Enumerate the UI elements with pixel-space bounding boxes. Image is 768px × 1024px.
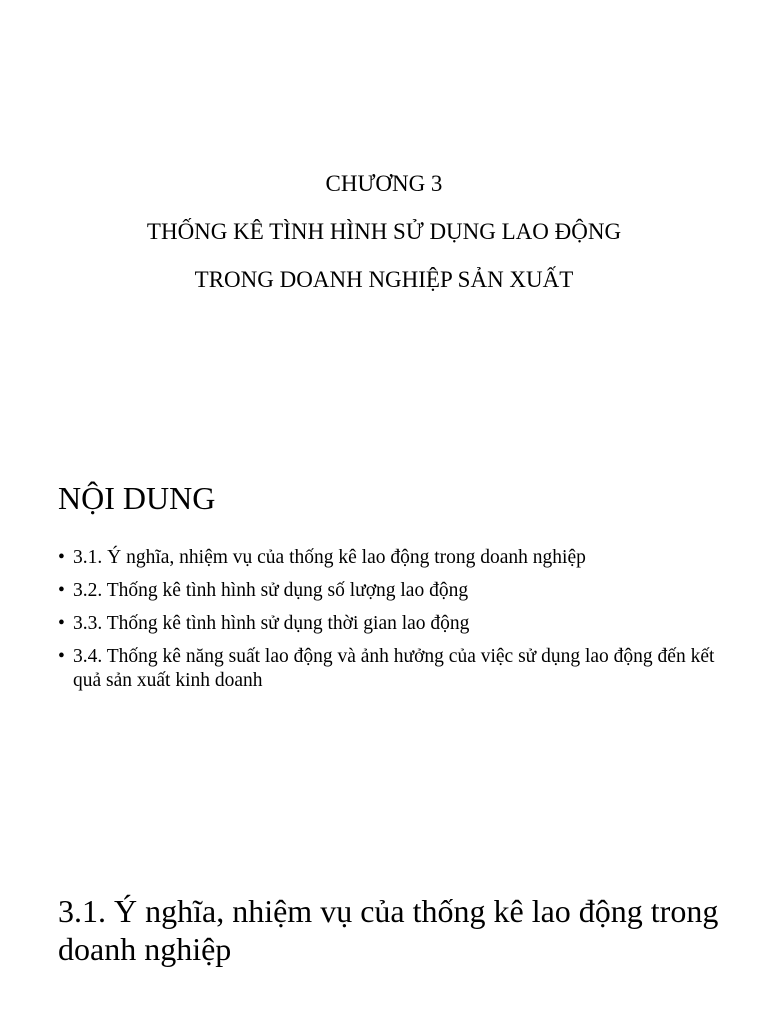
chapter-number: CHƯƠNG 3 bbox=[325, 171, 443, 196]
chapter-title-line-1: THỐNG KÊ TÌNH HÌNH SỬ DỤNG LAO ĐỘNG bbox=[146, 219, 622, 244]
bullet-icon: • bbox=[58, 613, 65, 634]
bullet-icon: • bbox=[58, 547, 65, 568]
contents-item-3-3 bbox=[58, 612, 718, 636]
contents-item-3-1 bbox=[58, 546, 718, 570]
contents-item-text: 3.1. Ý nghĩa, nhiệm vụ của thống kê lao động trong doanh nghiệp bbox=[73, 547, 586, 568]
contents-heading: NỘI DUNG bbox=[58, 480, 216, 516]
bullet-icon: • bbox=[58, 580, 65, 601]
contents-item-3-2 bbox=[58, 579, 718, 603]
chapter-title-slide bbox=[0, 160, 768, 304]
chapter-title-line-2: TRONG DOANH NGHIỆP SẢN XUẤT bbox=[194, 267, 574, 292]
bullet-icon: • bbox=[58, 646, 65, 667]
contents-item-text: 3.4. Thống kê năng suất lao động và ảnh hưởng của việc sử dụng lao động đến kết quả sản xuất kinh doanh bbox=[73, 646, 715, 691]
section-heading: 3.1. Ý nghĩa, nhiệm vụ của thống kê lao động trong doanh nghiệp bbox=[58, 893, 719, 967]
contents-list bbox=[58, 546, 718, 702]
contents-item-text: 3.2. Thống kê tình hình sử dụng số lượng lao động bbox=[73, 580, 469, 601]
contents-item-text: 3.3. Thống kê tình hình sử dụng thời gian lao động bbox=[73, 613, 470, 634]
contents-item-3-4 bbox=[58, 645, 718, 693]
